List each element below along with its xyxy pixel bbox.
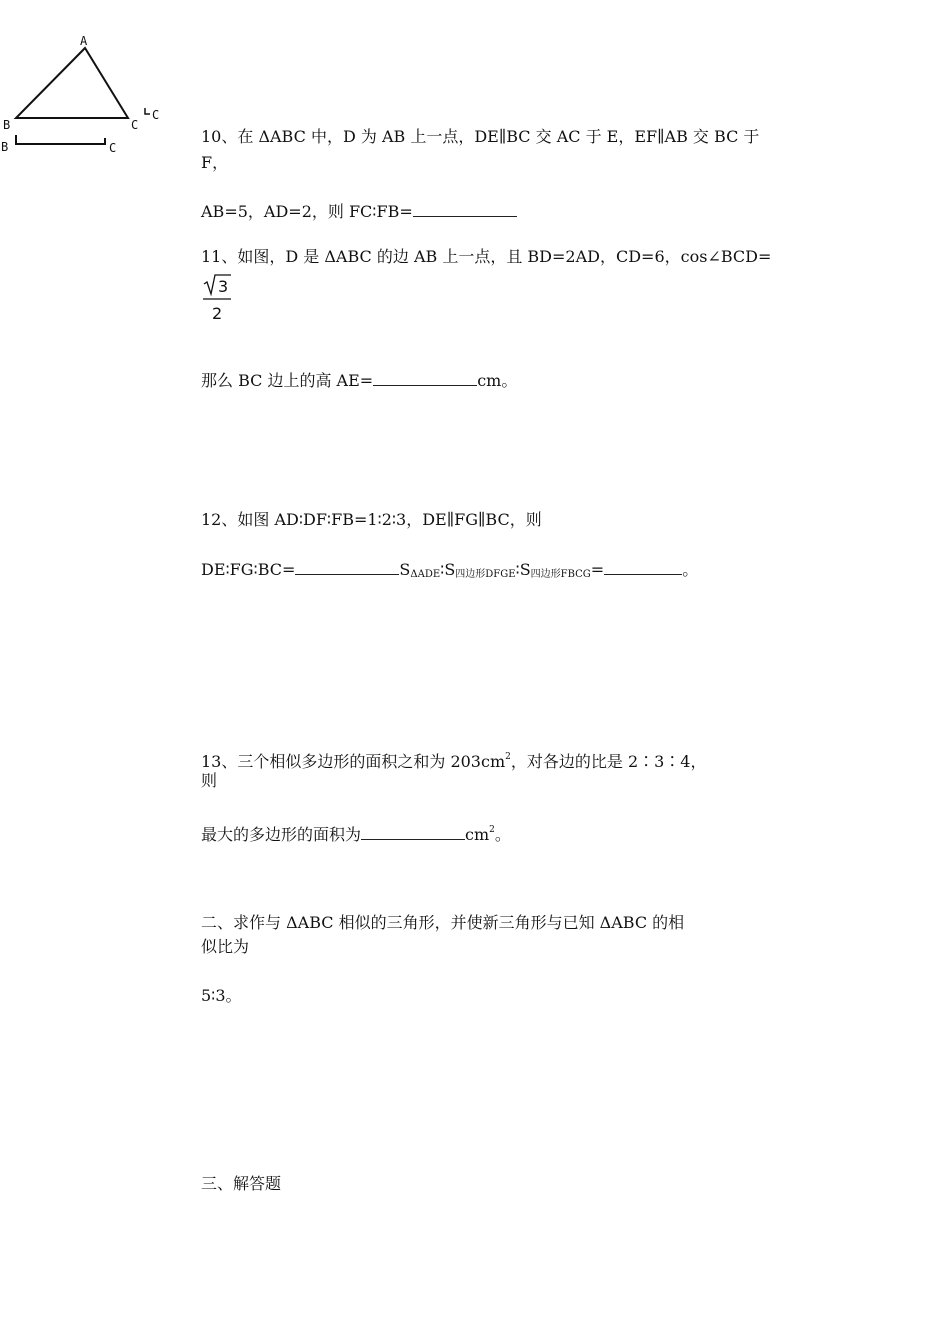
mark-c bbox=[145, 108, 150, 114]
q11-answer-blank[interactable] bbox=[373, 370, 477, 386]
q12-s1: S bbox=[399, 560, 411, 579]
q12-answer-blank-2[interactable] bbox=[604, 559, 682, 575]
section3-title: 三、解答题 bbox=[201, 1174, 282, 1193]
q12-end: 。 bbox=[682, 560, 699, 579]
label-b: B bbox=[3, 118, 11, 132]
label-a: A bbox=[80, 34, 88, 48]
label-c2: C bbox=[109, 141, 117, 155]
section2-line1: 二、求作与 ΔABC 相似的三角形，并使新三角形与已知 ΔABC 的相 bbox=[201, 913, 685, 932]
q10-line1: 10、在 ΔABC 中，D 为 AB 上一点，DE∥BC 交 AC 于 E，EF∥AB 交 BC 于 bbox=[201, 127, 760, 146]
q13-line1 bbox=[201, 747, 707, 772]
q10-text: AB=5，AD=2，则 FC∶FB= bbox=[201, 202, 413, 221]
segment-bc bbox=[16, 135, 105, 144]
q12-line2 bbox=[201, 559, 698, 585]
q12-s2-sub: 四边形DFGE bbox=[455, 569, 516, 580]
q12-s3-sub: 四边形FBCG bbox=[530, 569, 591, 580]
q10-line2: F， bbox=[201, 153, 229, 172]
q11-line2 bbox=[201, 370, 517, 391]
q12-colon1: ∶S bbox=[440, 560, 456, 579]
q13-unit: cm bbox=[465, 825, 490, 844]
q13-line2: 则 bbox=[201, 771, 218, 790]
q13-text-a: 13、三个相似多边形的面积之和为 203cm bbox=[201, 752, 506, 771]
label-c-mark: C bbox=[152, 108, 160, 122]
q11-line1: 11、如图，D 是 ΔABC 的边 AB 上一点，且 BD=2AD，CD=6，cos∠BCD= bbox=[201, 247, 772, 266]
q13-line3 bbox=[201, 820, 511, 845]
triangle-figure bbox=[0, 30, 175, 160]
q12-s1-sub: ΔADE bbox=[410, 569, 441, 580]
q12-colon2: ∶S bbox=[515, 560, 531, 579]
triangle-abc bbox=[16, 48, 128, 118]
q13-sup1: 2 bbox=[505, 752, 511, 762]
q13-end: 。 bbox=[494, 825, 511, 844]
section2-line3: 5∶3。 bbox=[201, 986, 242, 1005]
label-c: C bbox=[131, 118, 139, 132]
frac-denominator: 2 bbox=[212, 304, 223, 323]
label-b2: B bbox=[1, 140, 9, 154]
q10-answer-blank[interactable] bbox=[413, 201, 517, 217]
frac-numerator: 3 bbox=[218, 277, 229, 296]
q13-text-c: 最大的多边形的面积为 bbox=[201, 825, 362, 844]
sqrt3-over-2-fraction bbox=[201, 272, 235, 324]
q13-text-b: ，对各边的比是 2∶3∶4， bbox=[510, 752, 707, 771]
q11-text: 那么 BC 边上的高 AE= bbox=[201, 371, 374, 390]
q12-eq: = bbox=[590, 560, 605, 579]
q13-answer-blank[interactable] bbox=[361, 824, 465, 840]
section2-line2: 似比为 bbox=[201, 937, 250, 956]
q12-ratio-text: DE∶FG∶BC= bbox=[201, 560, 296, 579]
q12-line1: 12、如图 AD∶DF∶FB=1∶2∶3，DE∥FG∥BC，则 bbox=[201, 510, 542, 529]
q13-sup2: 2 bbox=[489, 825, 495, 835]
q11-unit: cm。 bbox=[477, 371, 518, 390]
q10-line3 bbox=[201, 201, 517, 222]
q12-answer-blank-1[interactable] bbox=[295, 559, 399, 575]
